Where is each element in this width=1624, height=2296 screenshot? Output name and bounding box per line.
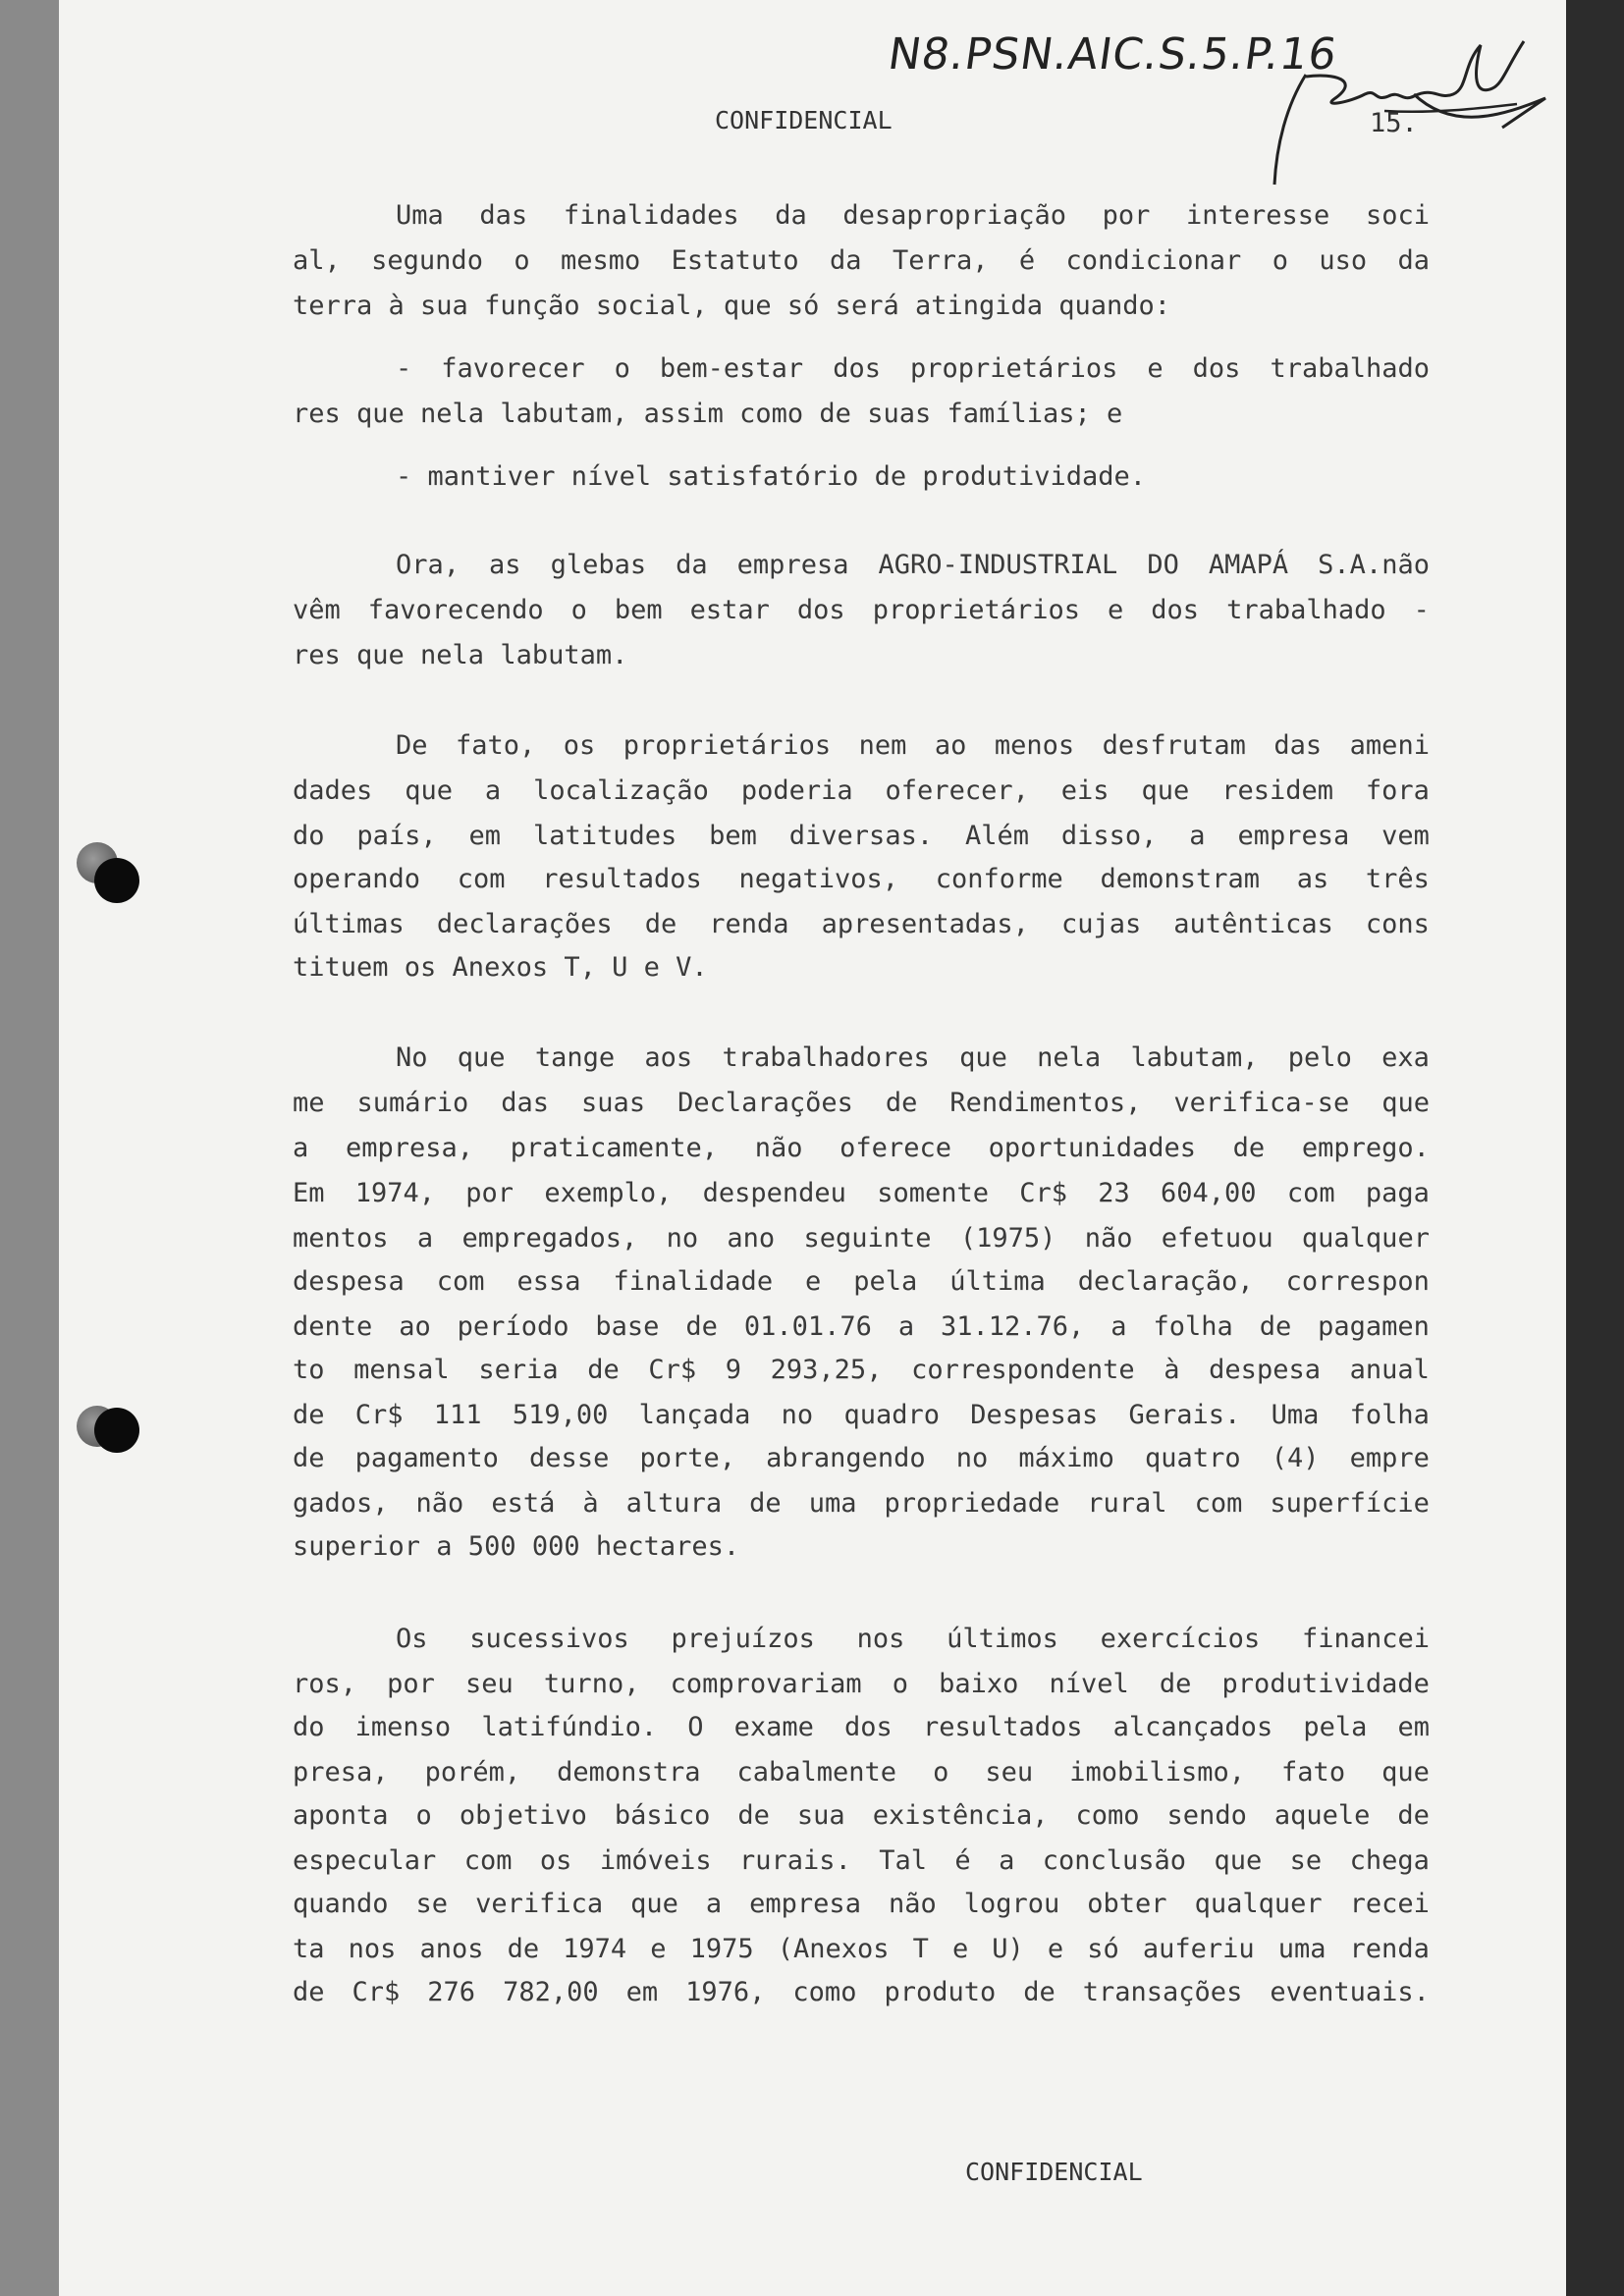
text-line: Uma das finalidades da desapropriação por interesse soci — [396, 200, 1430, 231]
text-line: quando se verifica que a empresa não logrou obter qualquer recei — [293, 1889, 1430, 1919]
text-line: - mantiver nível satisfatório de produtividade. — [396, 461, 1147, 492]
text-line: al, segundo o mesmo Estatuto da Terra, é condicionar o uso da — [293, 245, 1430, 276]
text-line: terra à sua função social, que só será atingida quando: — [293, 291, 1171, 321]
text-line: ta nos anos de 1974 e 1975 (Anexos T e U) e só auferiu uma renda — [293, 1934, 1430, 1964]
text-line: a empresa, praticamente, não oferece oportunidades de emprego. — [293, 1133, 1430, 1163]
text-line: superior a 500 000 hectares. — [293, 1531, 740, 1562]
text-line: - favorecer o bem-estar dos proprietários e dos trabalhado — [396, 353, 1430, 384]
text-line: de Cr$ 111 519,00 lançada no quadro Despesas Gerais. Uma folha — [293, 1400, 1430, 1430]
text-line: to mensal seria de Cr$ 9 293,25, correspondente à despesa anual — [293, 1355, 1430, 1385]
handwritten-reference: N8.PSN.AIC.S.5.P.16 — [885, 29, 1341, 80]
text-line: Os sucessivos prejuízos nos últimos exercícios financei — [396, 1624, 1430, 1654]
text-line: despesa com essa finalidade e pela última declaração, correspon — [293, 1266, 1430, 1297]
text-line: Ora, as glebas da empresa AGRO-INDUSTRIAL DO AMAPÁ S.A.não — [396, 550, 1430, 580]
text-line: De fato, os proprietários nem ao menos desfrutam das ameni — [396, 730, 1430, 761]
footer-confidential-label: CONFIDENCIAL — [965, 2158, 1143, 2186]
text-line: gados, não está à altura de uma propriedade rural com superfície — [293, 1488, 1430, 1519]
text-line: presa, porém, demonstra cabalmente o seu imobilismo, fato que — [293, 1757, 1430, 1788]
text-line: últimas declarações de renda apresentadas, cujas autênticas cons — [293, 909, 1430, 939]
text-line: me sumário das suas Declarações de Rendimentos, verifica-se que — [293, 1088, 1430, 1118]
scan-left-margin — [0, 0, 59, 2296]
text-line: tituem os Anexos T, U e V. — [293, 952, 708, 983]
text-line: de Cr$ 276 782,00 em 1976, como produto de transações eventuais. — [293, 1977, 1430, 2007]
punch-hole — [94, 858, 139, 903]
text-line: de pagamento desse porte, abrangendo no máximo quatro (4) empre — [293, 1443, 1430, 1473]
header-confidential-label: CONFIDENCIAL — [715, 106, 893, 134]
text-line: do país, em latitudes bem diversas. Além disso, a empresa vem — [293, 821, 1430, 851]
scan-right-margin — [1566, 0, 1624, 2296]
text-line: res que nela labutam. — [293, 640, 628, 670]
text-line: operando com resultados negativos, conforme demonstram as três — [293, 864, 1430, 894]
punch-hole — [94, 1408, 139, 1453]
text-line: dades que a localização poderia oferecer, eis que residem fora — [293, 775, 1430, 806]
text-line: dente ao período base de 01.01.76 a 31.12.76, a folha de pagamen — [293, 1311, 1430, 1342]
text-line: ros, por seu turno, comprovariam o baixo nível de produtividade — [293, 1669, 1430, 1699]
text-line: res que nela labutam, assim como de suas famílias; e — [293, 399, 1123, 429]
text-line: mentos a empregados, no ano seguinte (1975) não efetuou qualquer — [293, 1223, 1430, 1254]
text-line: vêm favorecendo o bem estar dos proprietários e dos trabalhado - — [293, 595, 1430, 625]
text-line: do imenso latifúndio. O exame dos resultados alcançados pela em — [293, 1712, 1430, 1742]
text-line: Em 1974, por exemplo, despendeu somente Cr$ 23 604,00 com paga — [293, 1178, 1430, 1208]
page-number: 15. — [1370, 108, 1418, 138]
text-line: aponta o objetivo básico de sua existência, como sendo aquele de — [293, 1800, 1430, 1831]
text-line: especular com os imóveis rurais. Tal é a conclusão que se chega — [293, 1845, 1430, 1876]
text-line: No que tange aos trabalhadores que nela labutam, pelo exa — [396, 1042, 1430, 1073]
